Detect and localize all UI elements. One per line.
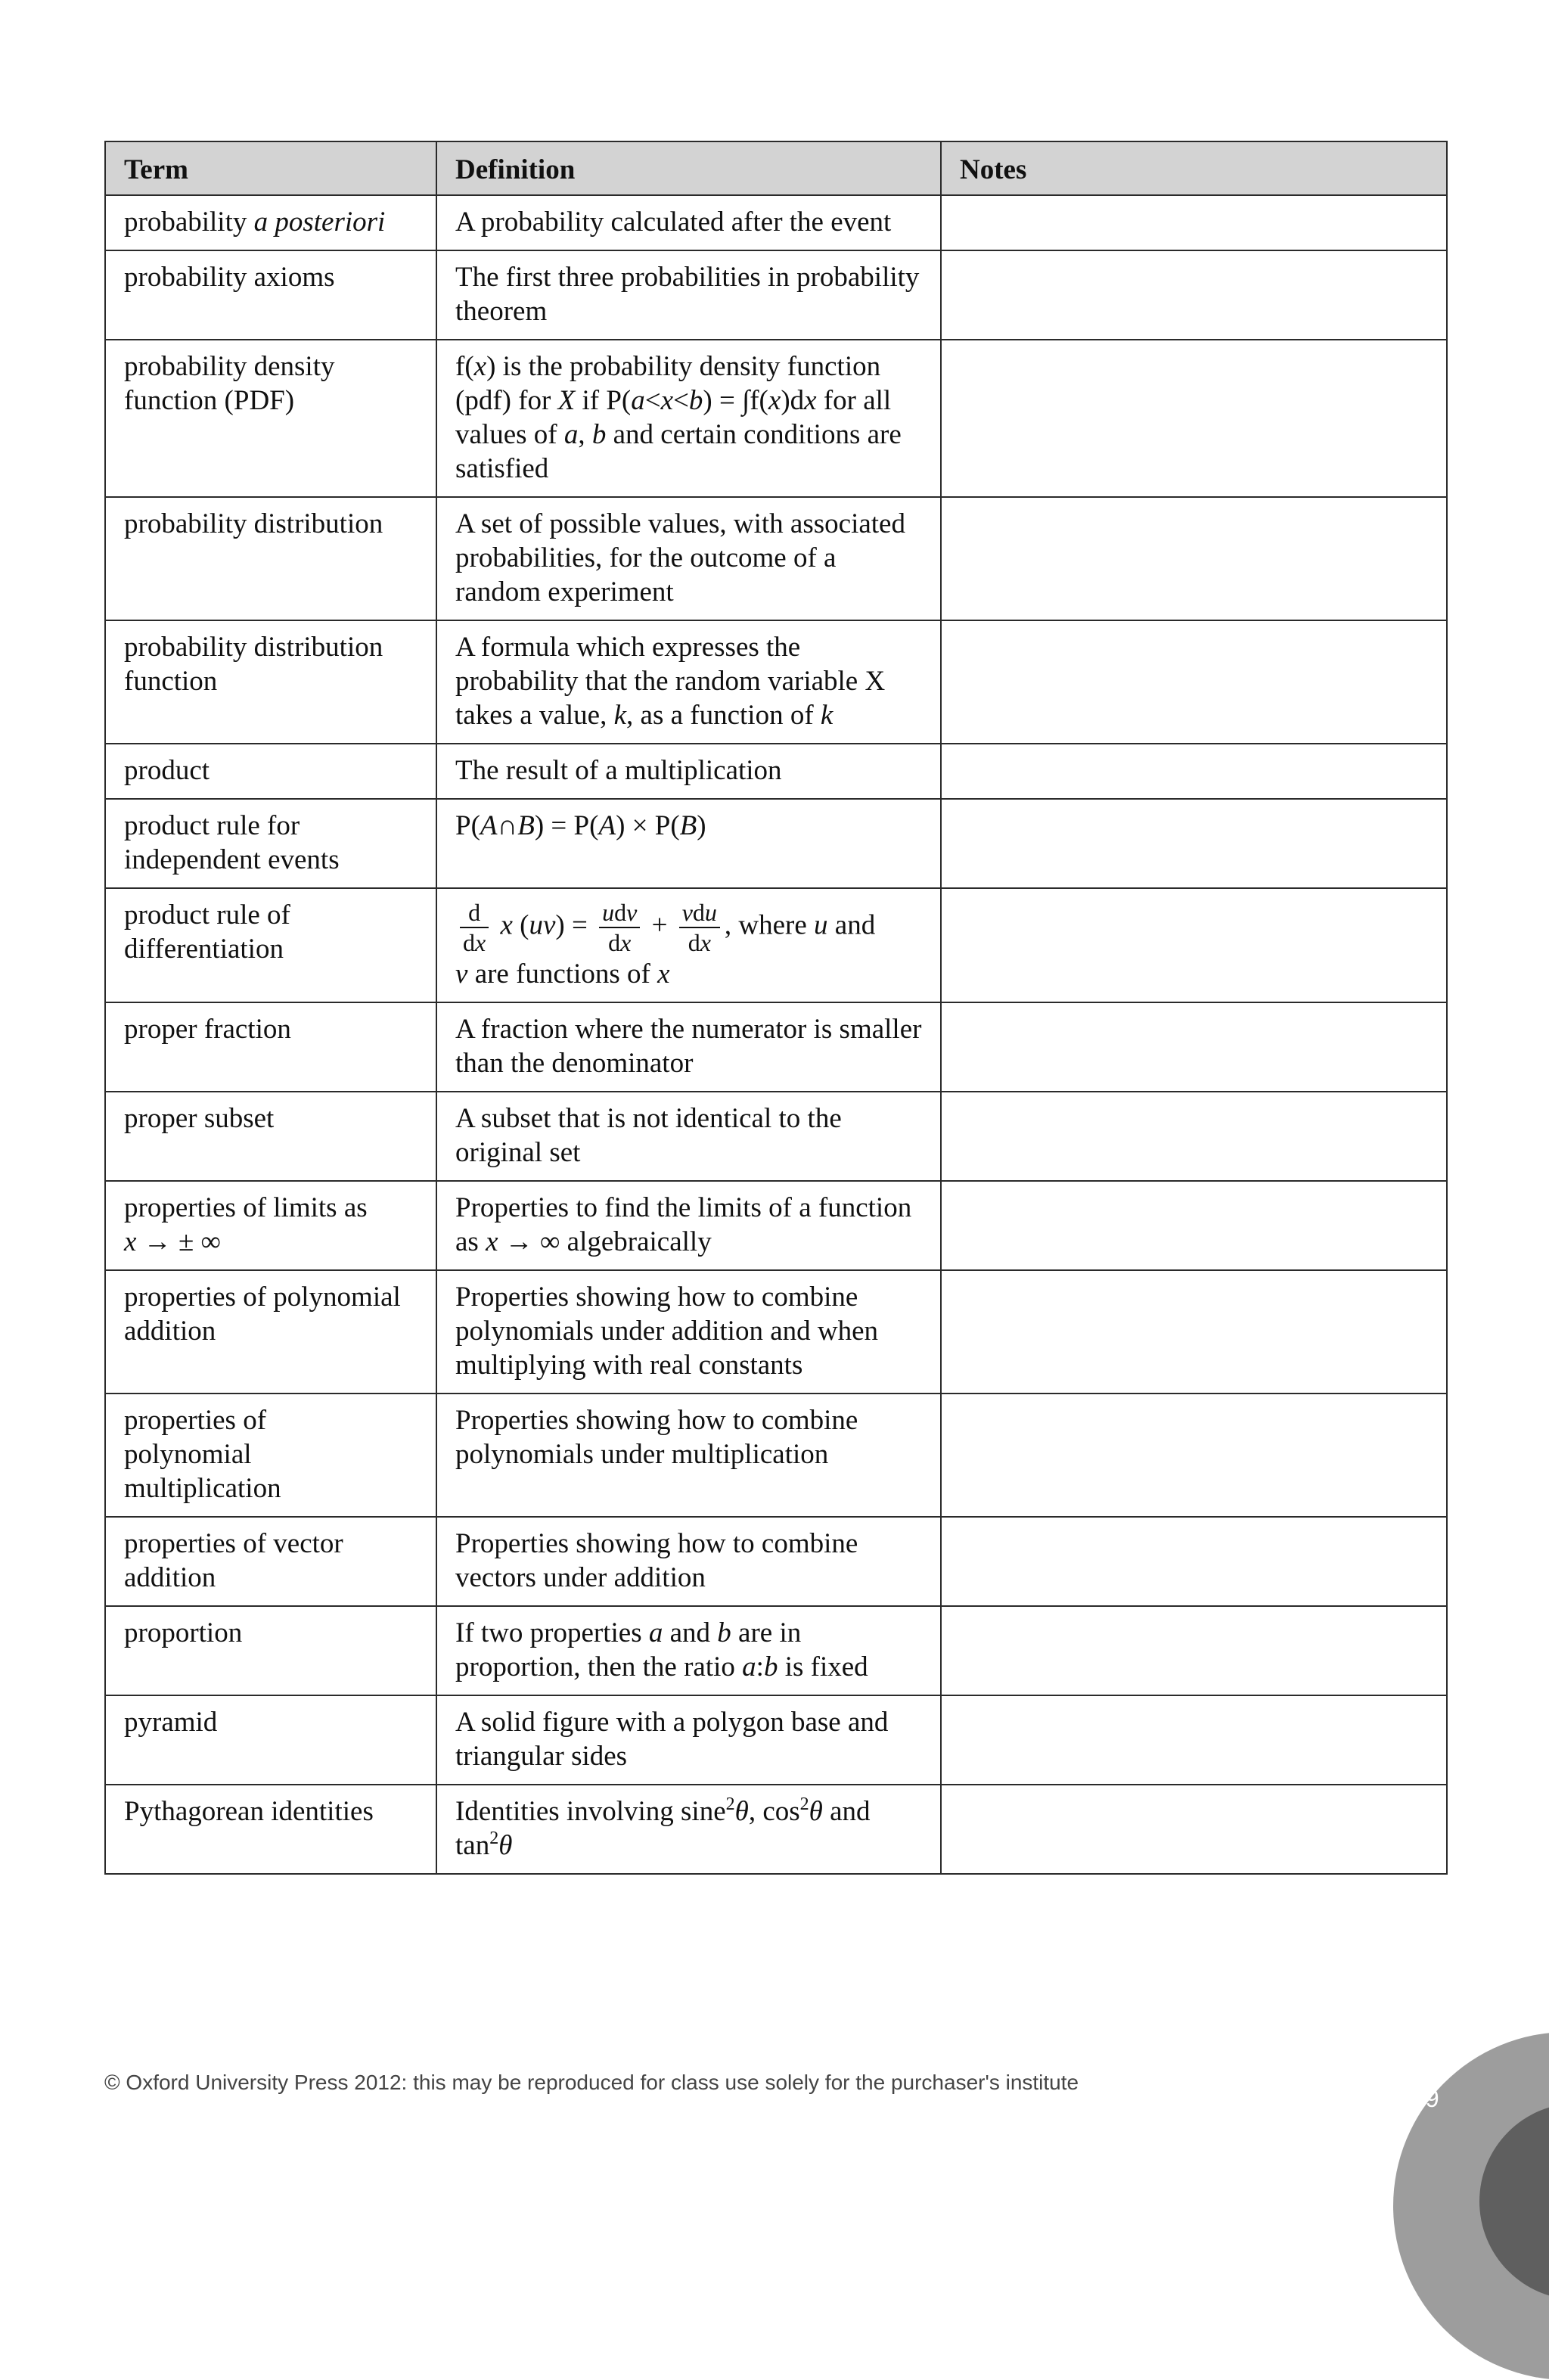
notes-cell	[941, 250, 1447, 340]
u-dv-dx-fraction: $\frac{\text{udv}}{dx}$	[599, 898, 640, 957]
definition-cell: A probability calculated after the event	[436, 195, 941, 250]
table-row	[105, 1394, 1447, 1517]
table-row	[105, 1270, 1447, 1394]
term-cell: product rule of differentiation	[105, 888, 436, 1002]
notes-cell	[941, 799, 1447, 888]
notes-cell	[941, 1606, 1447, 1695]
notes-cell	[941, 1002, 1447, 1092]
term-cell: properties of limits as x → ± ∞	[105, 1181, 436, 1270]
term-cell: proportion	[105, 1606, 436, 1695]
definition-cell: If two properties a and b are in proportion, then the ratio a:b is fixed	[436, 1606, 941, 1695]
definition-cell: f(x) is the probability density function (pdf) for X if P(a<x<b) = ∫f(x)dx for all values of a, b and certain conditions are satisfied	[436, 340, 941, 497]
term-cell: properties of vector addition	[105, 1517, 436, 1606]
term-cell: proper fraction	[105, 1002, 436, 1092]
table-row	[105, 744, 1447, 799]
definition-cell: Properties to find the limits of a function as x → ∞ algebraically	[436, 1181, 941, 1270]
copyright-footer: © Oxford University Press 2012: this may be reproduced for class use solely for the purchaser's institute	[104, 2071, 1079, 2094]
definition-cell: The result of a multiplication	[436, 744, 941, 799]
header-term: Term	[105, 141, 436, 195]
glossary-table	[104, 141, 1448, 1875]
term-cell: Pythagorean identities	[105, 1785, 436, 1874]
table-row	[105, 195, 1447, 250]
definition-cell: A fraction where the numerator is smaller than the denominator	[436, 1002, 941, 1092]
notes-cell	[941, 888, 1447, 1002]
table-row	[105, 1695, 1447, 1785]
term-cell: probability axioms	[105, 250, 436, 340]
term-cell: probability distribution	[105, 497, 436, 620]
term-cell: proper subset	[105, 1092, 436, 1181]
term-cell: probability distribution function	[105, 620, 436, 744]
notes-cell	[941, 1517, 1447, 1606]
definition-cell: A subset that is not identical to the original set	[436, 1092, 941, 1181]
notes-cell	[941, 1181, 1447, 1270]
header-notes: Notes	[941, 141, 1447, 195]
table-row	[105, 888, 1447, 1002]
definition-cell: A formula which expresses the probability that the random variable X takes a value, k, as a function of k	[436, 620, 941, 744]
term-cell: properties of polynomial addition	[105, 1270, 436, 1394]
term-cell: probability a posteriori	[105, 195, 436, 250]
table-header-row	[105, 141, 1447, 195]
v-du-dx-fraction: $\frac{\text{vdu}}{dx}$	[679, 898, 720, 957]
definition-cell: A solid figure with a polygon base and triangular sides	[436, 1695, 941, 1785]
table-row	[105, 620, 1447, 744]
table-row	[105, 497, 1447, 620]
table-row	[105, 799, 1447, 888]
notes-cell	[941, 1270, 1447, 1394]
term-cell: pyramid	[105, 1695, 436, 1785]
term-cell: product rule for independent events	[105, 799, 436, 888]
page-number: 29	[1411, 2084, 1439, 2112]
table-row	[105, 340, 1447, 497]
term-cell: product	[105, 744, 436, 799]
definition-cell: Properties showing how to combine vectors under addition	[436, 1517, 941, 1606]
header-definition: Definition	[436, 141, 941, 195]
definition-cell: P(A∩B) = P(A) × P(B)	[436, 799, 941, 888]
table-row	[105, 1606, 1447, 1695]
notes-cell	[941, 1092, 1447, 1181]
definition-cell: The first three probabilities in probability theorem	[436, 250, 941, 340]
definition-cell: $\frac{d}{dx}$ x (uv) = $\frac{\text{udv}}{dx}$ + $\frac{\text{vdu}}{dx}$ , where u and v are functions of x	[436, 888, 941, 1002]
table-row	[105, 1092, 1447, 1181]
definition-cell: Properties showing how to combine polynomials under multiplication	[436, 1394, 941, 1517]
definition-cell: Properties showing how to combine polynomials under addition and when multiplying with real constants	[436, 1270, 941, 1394]
table-row	[105, 1517, 1447, 1606]
derivative-operator-fraction: $\frac{d}{dx}$	[460, 898, 489, 957]
term-cell: probability density function (PDF)	[105, 340, 436, 497]
notes-cell	[941, 497, 1447, 620]
notes-cell	[941, 340, 1447, 497]
definition-cell: A set of possible values, with associated probabilities, for the outcome of a random experiment	[436, 497, 941, 620]
table-row	[105, 1785, 1447, 1874]
table-row	[105, 1002, 1447, 1092]
notes-cell	[941, 1695, 1447, 1785]
notes-cell	[941, 195, 1447, 250]
notes-cell	[941, 744, 1447, 799]
notes-cell	[941, 1394, 1447, 1517]
table-row	[105, 1181, 1447, 1270]
notes-cell	[941, 1785, 1447, 1874]
table-row	[105, 250, 1447, 340]
term-cell: properties of polynomial multiplication	[105, 1394, 436, 1517]
notes-cell	[941, 620, 1447, 744]
definition-cell: Identities involving sine$^2$θ, $\cos^2\theta$ and $\tan^2\theta$	[436, 1785, 941, 1874]
